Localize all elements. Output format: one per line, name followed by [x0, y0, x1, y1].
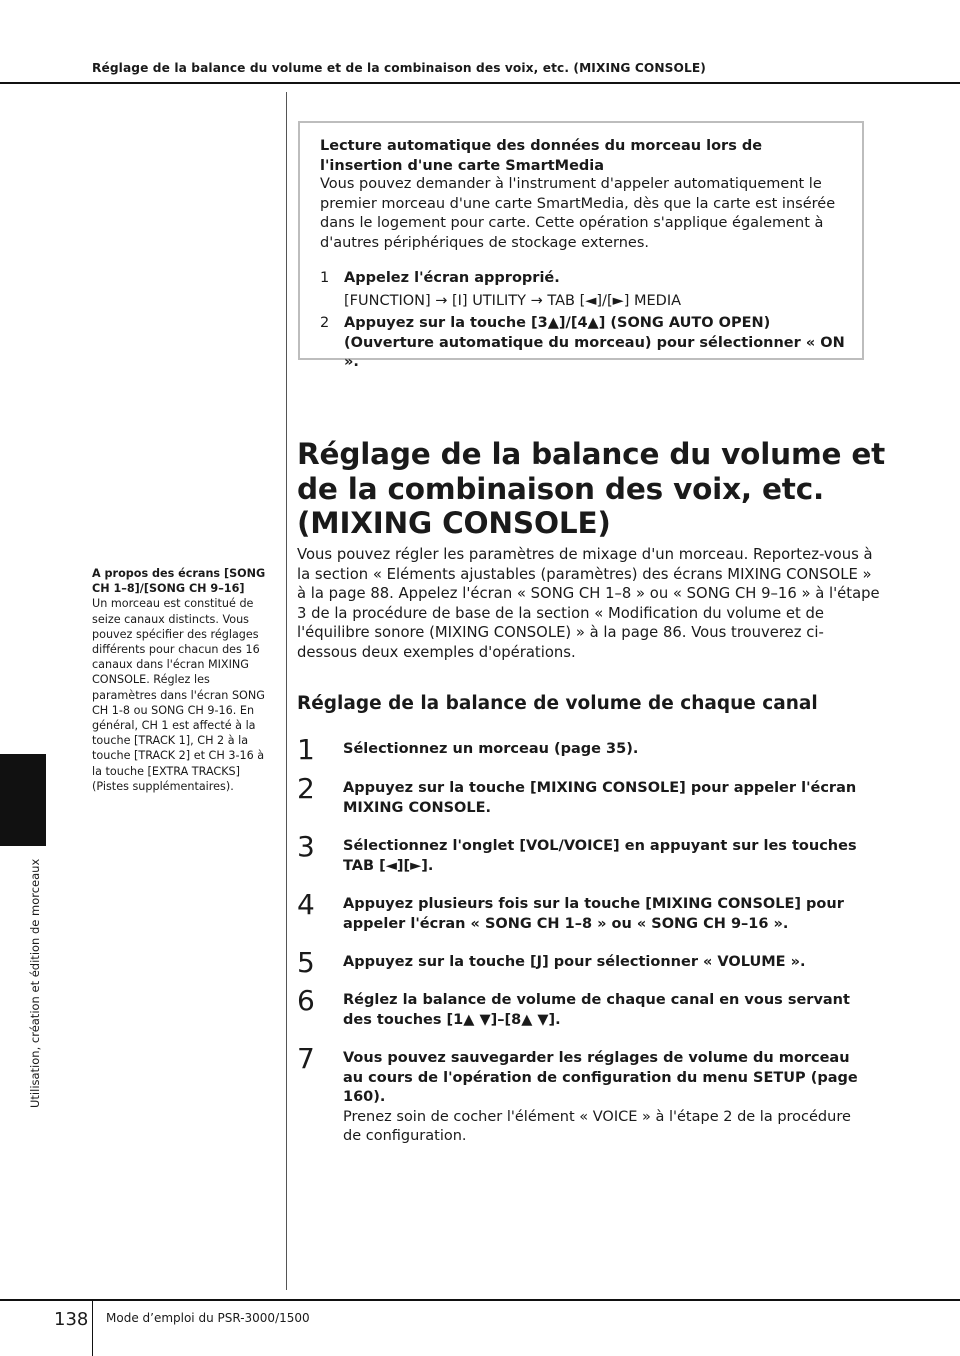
- info-step-number: 1: [320, 270, 330, 286]
- step-content: [343, 1049, 873, 1147]
- step-text: Vous pouvez sauvegarder les réglages de volume du morceau au cours de l'opération de configuration du menu SETUP (page 160).: [343, 1050, 858, 1105]
- header-rule: [0, 82, 960, 84]
- info-step-text: Appelez l'écran approprié.: [344, 270, 560, 286]
- step-text: Réglez la balance de volume de chaque canal en vous servant des touches [1▲ ▼]–[8▲ ▼].: [343, 992, 850, 1028]
- info-step-text: Appuyez sur la touche [3▲]/[4▲] (SONG AUTO OPEN) (Ouverture automatique du morceau) pour sélectionner « ON ».: [344, 315, 845, 370]
- step-text: Appuyez sur la touche [J] pour sélectionner « VOLUME ».: [343, 954, 806, 970]
- section-intro: Vous pouvez régler les paramètres de mixage d'un morceau. Reportez-vous à la section « Eléments ajustables (paramètres) des écrans MIXING CONSOLE » à la page 88. Appelez l'écran « SONG CH 1–8 » ou « SONG CH 9–16 » à l'étape 3 de la procédure de base de la section « Modification du volume et de l'équilibre sonore (MIXING CONSOLE) » à la page 86. Vous trouverez ci-dessous deux exemples d'opérations.: [297, 546, 880, 661]
- sidebar-note-body: Un morceau est constitué de seize canaux distincts. Vous pouvez spécifier des réglages différents pour chacun des 16 canaux dans l'écran MIXING CONSOLE. Réglez les paramètres dans l'écran SONG CH 1-8 ou SONG CH 9-16. En général, CH 1 est affecté à la touche [TRACK 1], CH 2 à la touche [TRACK 2] et CH 3-16 à la touche [EXTRA TRACKS] (Pistes supplémentaires).: [92, 597, 265, 793]
- step-number: 3: [297, 830, 315, 863]
- step-text: Sélectionnez un morceau (page 35).: [343, 741, 639, 757]
- info-step-content: [344, 269, 849, 311]
- step-number: 7: [297, 1042, 315, 1075]
- step-text: Sélectionnez l'onglet [VOL/VOICE] en appuyant sur les touches TAB [◄][►].: [343, 838, 857, 874]
- step-number: 1: [297, 733, 315, 766]
- subsection-heading: Réglage de la balance de volume de chaque canal: [297, 693, 818, 714]
- chapter-tab-marker: [0, 754, 46, 846]
- step-note: Prenez soin de cocher l'élément « VOICE » à l'étape 2 de la procédure de configuration.: [343, 1108, 851, 1144]
- info-box: [298, 121, 864, 370]
- running-header: Réglage de la balance du volume et de la combinaison des voix, etc. (MIXING CONSOLE): [92, 61, 706, 75]
- step-text: Appuyez sur la touche [MIXING CONSOLE] pour appeler l'écran MIXING CONSOLE.: [343, 780, 857, 816]
- chapter-side-label: Utilisation, création et édition de morceaux: [28, 858, 42, 1108]
- sidebar-note: [92, 566, 274, 794]
- footer-rule: [0, 1299, 960, 1301]
- manual-title: Mode d’emploi du PSR-3000/1500: [106, 1311, 310, 1325]
- info-box-title: Lecture automatique des données du morceau lors de l'insertion d'une carte SmartMedia: [320, 138, 763, 174]
- step-number: 6: [297, 984, 315, 1017]
- step-text: Appuyez plusieurs fois sur la touche [MIXING CONSOLE] pour appeler l'écran « SONG CH 1–8 » ou « SONG CH 9–16 ».: [343, 896, 844, 932]
- step-number: 5: [297, 946, 315, 979]
- step-number: 4: [297, 888, 315, 921]
- info-box-body: Vous pouvez demander à l'instrument d'appeler automatiquement le premier morceau d'une carte SmartMedia, dès que la carte est insérée dans le logement pour carte. Cette opération s'applique également à d'autres périphériques de stockage externes.: [320, 176, 836, 251]
- step-number: 2: [297, 772, 315, 805]
- section-title: Réglage de la balance du volume et de la combinaison des voix, etc. (MIXING CONSOLE): [297, 437, 886, 540]
- info-step-number: 2: [320, 315, 330, 331]
- footer-divider: [92, 1300, 93, 1356]
- sidebar-note-title: A propos des écrans [SONG CH 1–8]/[SONG CH 9–16]: [92, 567, 266, 596]
- page-number: 138: [54, 1309, 89, 1330]
- column-divider: [286, 92, 287, 1290]
- info-step-path: [FUNCTION] → [I] UTILITY → TAB [◄]/[►] MEDIA: [344, 292, 682, 309]
